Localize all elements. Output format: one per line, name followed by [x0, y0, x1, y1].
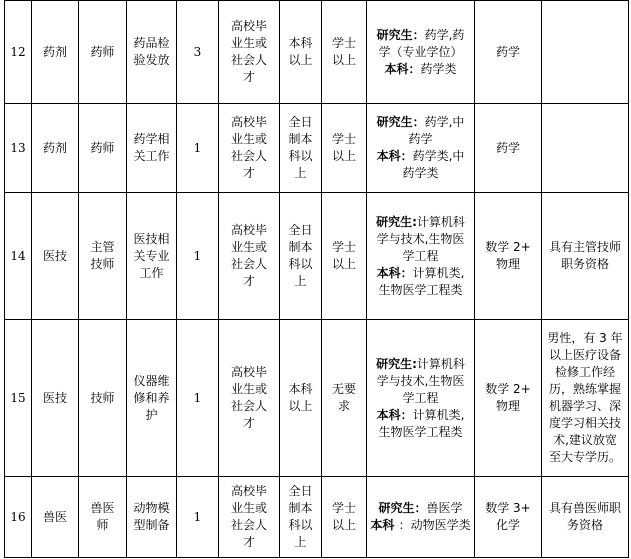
- cell-line: 本科: [288, 36, 313, 50]
- cell-line: 以上: [331, 53, 356, 67]
- subject-cell: [475, 320, 542, 477]
- cell-line: 医技相: [133, 231, 170, 246]
- major-line: [370, 114, 471, 131]
- table-row: [5, 477, 629, 558]
- major-text: 计算机类,: [412, 265, 465, 280]
- cell-line: 才: [242, 70, 255, 84]
- cell-line: 兽医: [90, 501, 115, 515]
- cell-line: 型制备: [133, 518, 170, 532]
- cell-line: 高校毕: [230, 115, 267, 129]
- cell-line: 数学 2+: [485, 240, 531, 254]
- cell-line: 技师: [90, 390, 115, 405]
- cell-line: 社会人: [230, 518, 267, 532]
- cell-line: 主管: [90, 240, 115, 254]
- major-text: 学工程: [402, 248, 439, 263]
- cell-line: 动物模: [133, 501, 170, 515]
- cell-line: 关工作: [133, 149, 170, 163]
- table-row: [5, 1, 629, 104]
- major-line: [370, 500, 471, 517]
- cell-line: 具有主管技师: [548, 240, 621, 254]
- cell-line: 修和养: [133, 390, 170, 405]
- cell-line: 制本: [288, 501, 313, 515]
- cell-line: 上: [294, 535, 307, 549]
- cell-line: 才: [242, 274, 255, 288]
- category-cell: 医技: [32, 193, 79, 320]
- cell-line: 才: [242, 166, 255, 180]
- table-row: [5, 320, 629, 477]
- degree-cell: [322, 1, 367, 104]
- major-line: [370, 248, 471, 265]
- cell-line: 药师: [90, 140, 115, 155]
- education-cell: [280, 104, 322, 193]
- education-cell: [280, 477, 322, 558]
- table-row: [5, 193, 629, 320]
- cell-line: 化学: [495, 518, 520, 532]
- cell-line: 工作: [139, 265, 164, 280]
- cell-line: 物理: [495, 399, 520, 413]
- cell-line: 高校毕: [230, 19, 267, 33]
- requirement-cell: [542, 193, 629, 320]
- major-line: [370, 131, 471, 148]
- cell-line: 术,建议放宽: [553, 433, 617, 447]
- major-line: [370, 424, 471, 441]
- cell-line: 以上: [288, 399, 313, 413]
- cell-line: 护: [145, 407, 158, 422]
- requirement-cell: [542, 104, 629, 193]
- requirement-cell: [542, 1, 629, 104]
- major-label: 研究生:: [376, 214, 417, 229]
- major-text: 计算机科: [416, 356, 465, 371]
- subject-cell: [475, 193, 542, 320]
- count-cell: 1: [177, 193, 219, 320]
- cell-line: 以上: [331, 149, 356, 163]
- cell-line: 才: [242, 416, 255, 430]
- count-cell: 3: [177, 1, 219, 104]
- cell-line: 业生或: [230, 501, 267, 515]
- major-line: [370, 373, 471, 390]
- row-number-cell: 12: [5, 1, 32, 104]
- cell-line: 以上: [331, 257, 356, 271]
- cell-line: 科以: [288, 518, 313, 532]
- count-cell: 1: [177, 320, 219, 477]
- cell-line: 机器学习、深: [548, 399, 621, 413]
- major-label: 本科：: [376, 149, 413, 163]
- major-line: [370, 231, 471, 248]
- duty-cell: [127, 320, 177, 477]
- cell-line: 数学 3+: [485, 501, 531, 515]
- source-cell: [219, 477, 280, 558]
- recruitment-table: [4, 0, 629, 558]
- major-label: 本科：: [376, 407, 413, 422]
- cell-line: 以上: [288, 53, 313, 67]
- row-number-cell: 15: [5, 320, 32, 477]
- major-line: [370, 27, 471, 44]
- major-label: 研究生：: [376, 115, 425, 129]
- degree-cell: [322, 104, 367, 193]
- major-text: 学与技术,生物医: [376, 373, 465, 388]
- major-text: 药学: [408, 132, 433, 146]
- major-line: [370, 61, 471, 78]
- major-text: 兽医学: [426, 501, 463, 515]
- position-cell: [79, 1, 127, 104]
- category-cell: 药剂: [32, 104, 79, 193]
- cell-line: 制本: [288, 240, 313, 254]
- major-text: 药学,中: [424, 115, 465, 129]
- major-line: [370, 407, 471, 424]
- major-text: 学（专业学位）: [378, 44, 463, 59]
- cell-line: 社会人: [230, 399, 267, 413]
- count-cell: 1: [177, 477, 219, 558]
- cell-line: 业生或: [230, 382, 267, 396]
- cell-line: 药学: [495, 44, 520, 59]
- major-line: [370, 265, 471, 282]
- duty-cell: [127, 1, 177, 104]
- major-cell: [367, 477, 475, 558]
- cell-line: 关专业: [133, 248, 170, 263]
- major-text: 计算机科: [416, 214, 465, 229]
- table-body: [5, 1, 629, 558]
- major-text: 药学类,中: [412, 149, 465, 163]
- cell-line: 无要: [331, 382, 356, 396]
- cell-line: 全日: [288, 223, 313, 237]
- source-cell: [219, 320, 280, 477]
- cell-line: 验发放: [133, 53, 170, 67]
- cell-line: 度学习相关技: [548, 416, 621, 430]
- cell-line: 以上医疗设备: [548, 348, 621, 362]
- major-text: 生物医学工程类: [378, 282, 463, 297]
- cell-line: 才: [242, 535, 255, 549]
- cell-line: 社会人: [230, 53, 267, 67]
- category-cell: 医技: [32, 320, 79, 477]
- cell-line: 务资格: [566, 518, 603, 532]
- cell-line: 药师: [90, 44, 115, 59]
- cell-line: 科以: [288, 257, 313, 271]
- subject-cell: [475, 1, 542, 104]
- major-text: 生物医学工程类: [378, 424, 463, 439]
- cell-line: 学士: [331, 501, 356, 515]
- position-cell: [79, 104, 127, 193]
- cell-line: 至大专学历。: [548, 450, 621, 464]
- cell-line: 男性，有 3 年: [547, 331, 623, 345]
- cell-line: 仪器维: [133, 373, 170, 388]
- cell-line: 本科: [288, 382, 313, 396]
- major-text: 计算机类,: [412, 407, 465, 422]
- source-cell: [219, 193, 280, 320]
- cell-line: 具有兽医师职: [548, 501, 621, 515]
- requirement-cell: [542, 320, 629, 477]
- major-line: [370, 165, 471, 182]
- cell-line: 学士: [331, 240, 356, 254]
- cell-line: 以上: [331, 518, 356, 532]
- cell-line: 求: [337, 399, 350, 413]
- cell-line: 全日: [288, 484, 313, 498]
- duty-cell: [127, 193, 177, 320]
- cell-line: 技师: [90, 257, 115, 271]
- major-cell: [367, 320, 475, 477]
- major-text: 学与技术,生物医: [376, 231, 465, 246]
- cell-line: 高校毕: [230, 484, 267, 498]
- major-line: [370, 214, 471, 231]
- cell-line: 药学: [495, 140, 520, 155]
- major-cell: [367, 1, 475, 104]
- degree-cell: [322, 477, 367, 558]
- cell-line: 高校毕: [230, 223, 267, 237]
- duty-cell: [127, 477, 177, 558]
- position-cell: [79, 193, 127, 320]
- subject-cell: [475, 104, 542, 193]
- major-label: 研究生：: [378, 501, 427, 515]
- major-line: [370, 148, 471, 165]
- cell-line: 社会人: [230, 257, 267, 271]
- source-cell: [219, 1, 280, 104]
- cell-line: 科以: [288, 149, 313, 163]
- cell-line: 上: [294, 166, 307, 180]
- major-text: 学工程: [402, 390, 439, 405]
- category-cell: 兽医: [32, 477, 79, 558]
- major-label: 本科: [370, 518, 399, 532]
- cell-line: 上: [294, 274, 307, 288]
- cell-line: 制本: [288, 132, 313, 146]
- major-cell: [367, 193, 475, 320]
- cell-line: 业生或: [230, 36, 267, 50]
- major-label: 研究生：: [376, 27, 425, 42]
- source-cell: [219, 104, 280, 193]
- major-cell: [367, 104, 475, 193]
- major-line: [370, 44, 471, 61]
- cell-line: 高校毕: [230, 365, 267, 379]
- cell-line: 学士: [331, 36, 356, 50]
- cell-line: 检修工作经: [554, 365, 615, 379]
- position-cell: [79, 320, 127, 477]
- degree-cell: [322, 193, 367, 320]
- cell-line: 药学相: [133, 132, 170, 146]
- major-label: 本科：: [384, 61, 421, 76]
- category-cell: 药剂: [32, 1, 79, 104]
- cell-line: 物理: [495, 257, 520, 271]
- count-cell: 1: [177, 104, 219, 193]
- major-line: [370, 390, 471, 407]
- cell-line: 职务资格: [560, 257, 609, 271]
- row-number-cell: 14: [5, 193, 32, 320]
- major-text: 药学类: [402, 166, 439, 180]
- education-cell: [280, 320, 322, 477]
- row-number-cell: 13: [5, 104, 32, 193]
- cell-line: 学士: [331, 132, 356, 146]
- row-number-cell: 16: [5, 477, 32, 558]
- degree-cell: [322, 320, 367, 477]
- cell-line: 业生或: [230, 132, 267, 146]
- major-text: 药学类: [420, 61, 457, 76]
- cell-line: 业生或: [230, 240, 267, 254]
- major-line: [370, 517, 471, 534]
- subject-cell: [475, 477, 542, 558]
- education-cell: [280, 193, 322, 320]
- major-line: [370, 356, 471, 373]
- major-label: 研究生:: [376, 356, 417, 371]
- major-line: [370, 282, 471, 299]
- major-text: 药学,药: [424, 27, 465, 42]
- table-row: [5, 104, 629, 193]
- position-cell: [79, 477, 127, 558]
- requirement-cell: [542, 477, 629, 558]
- cell-line: 药品检: [133, 36, 170, 50]
- major-text: ：动物医学类: [398, 518, 471, 532]
- cell-line: 全日: [288, 115, 313, 129]
- education-cell: [280, 1, 322, 104]
- cell-line: 社会人: [230, 149, 267, 163]
- major-label: 本科：: [376, 265, 413, 280]
- duty-cell: [127, 104, 177, 193]
- cell-line: 历，熟练掌握: [548, 382, 621, 396]
- cell-line: 师: [96, 518, 109, 532]
- cell-line: 数学 2+: [485, 382, 531, 396]
